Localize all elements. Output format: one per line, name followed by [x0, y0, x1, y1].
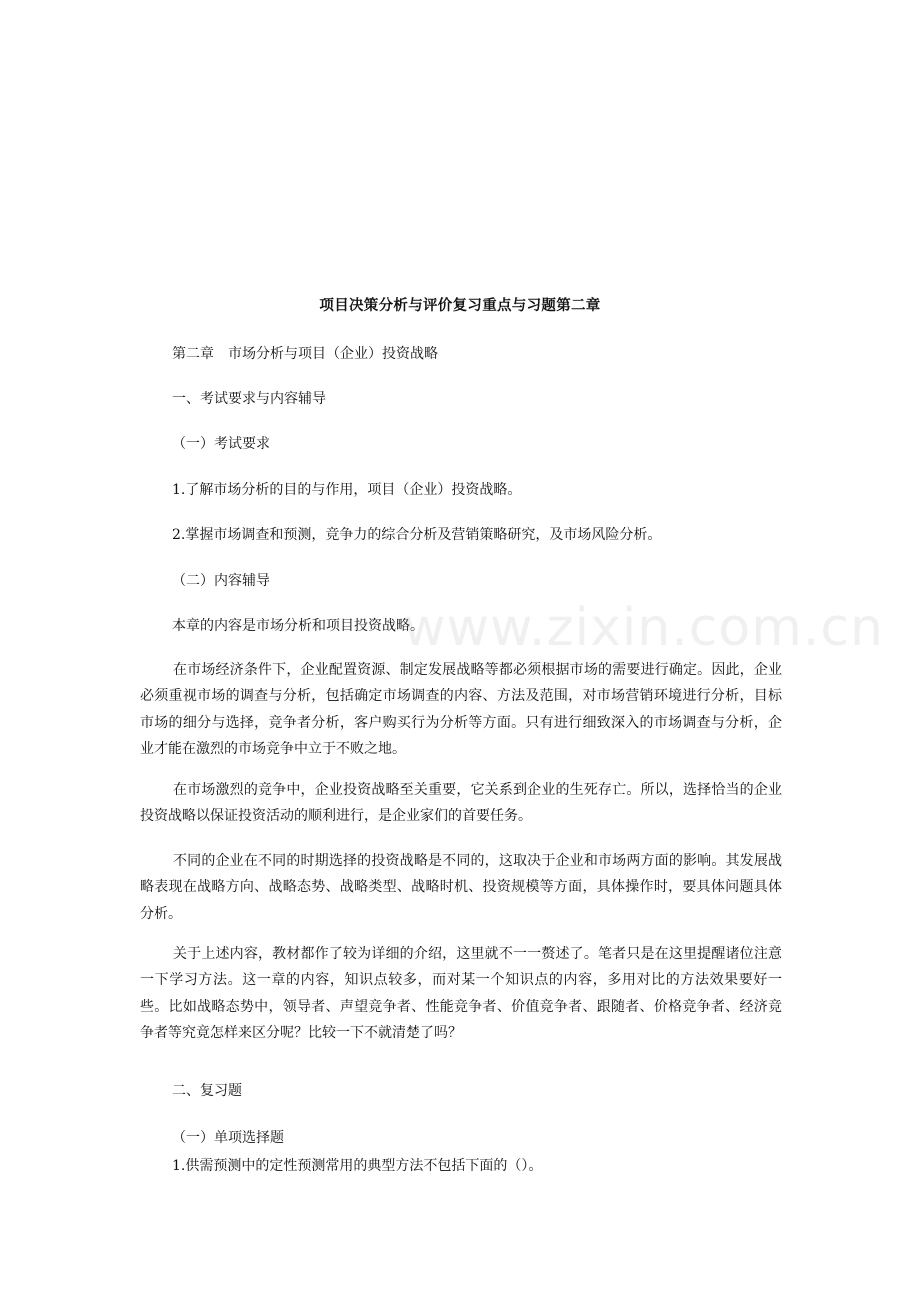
paragraph-investment-strategy: 在市场激烈的竞争中，企业投资战略至关重要，它关系到企业的生死存亡。所以，选择恰当的企业投资战略以保证投资活动的顺利进行，是企业家们的首要任务。	[140, 782, 782, 825]
subsection-heading-exam-requirements: （一）考试要求	[172, 436, 270, 452]
subsection-heading-content-guidance: （二）内容辅导	[172, 573, 270, 589]
chapter-heading: 第二章 市场分析与项目（企业）投资战略	[172, 346, 438, 362]
paragraph-market-economy: 在市场经济条件下，企业配置资源、制定发展战略等都必须根据市场的需要进行确定。因此，企业必须重视市场的调查与分析，包括确定市场调查的内容、方法及范围，对市场营销环境进行分析，目标市场的细分与选择，竞争者分析，客户购买行为分析等方面。只有进行细致深入的市场调查与分析，企业才能在激烈的市场竞争中立于不败之地。	[140, 662, 782, 758]
document-title: 项目决策分析与评价复习重点与习题第二章	[319, 297, 601, 314]
section-heading-review: 二、复习题	[172, 1083, 242, 1099]
chapter-intro: 本章的内容是市场分析和项目投资战略。	[172, 618, 424, 634]
question-1: 1.供需预测中的定性预测常用的典型方法不包括下面的（）。	[172, 1158, 543, 1174]
section-heading-requirements: 一、考试要求与内容辅导	[172, 391, 326, 407]
watermark: www.zixin.com.cn	[403, 598, 884, 658]
paragraph-different-strategies: 不同的企业在不同的时期选择的投资战略是不同的，这取决于企业和市场两方面的影响。其发展战略表现在战略方向、战略态势、战略类型、战略时机、投资规模等方面，具体操作时，要具体问题具体分析。	[140, 853, 782, 922]
requirement-item-1: 1.了解市场分析的目的与作用，项目（企业）投资战略。	[172, 482, 522, 498]
requirement-item-2: 2.掌握市场调查和预测，竞争力的综合分析及营销策略研究，及市场风险分析。	[172, 527, 662, 543]
subsection-heading-single-choice: （一）单项选择题	[172, 1130, 284, 1146]
paragraph-study-method: 关于上述内容，教材都作了较为详细的介绍，这里就不一一赘述了。笔者只是在这里提醒诸位注意一下学习方法。这一章的内容，知识点较多，而对某一个知识点的内容，多用对比的方法效果要好一些。比如战略态势中，领导者、声望竞争者、性能竞争者、价值竞争者、跟随者、价格竞争者、经济竞争者等究竟怎样来区分呢？比较一下不就清楚了吗？	[140, 946, 782, 1042]
